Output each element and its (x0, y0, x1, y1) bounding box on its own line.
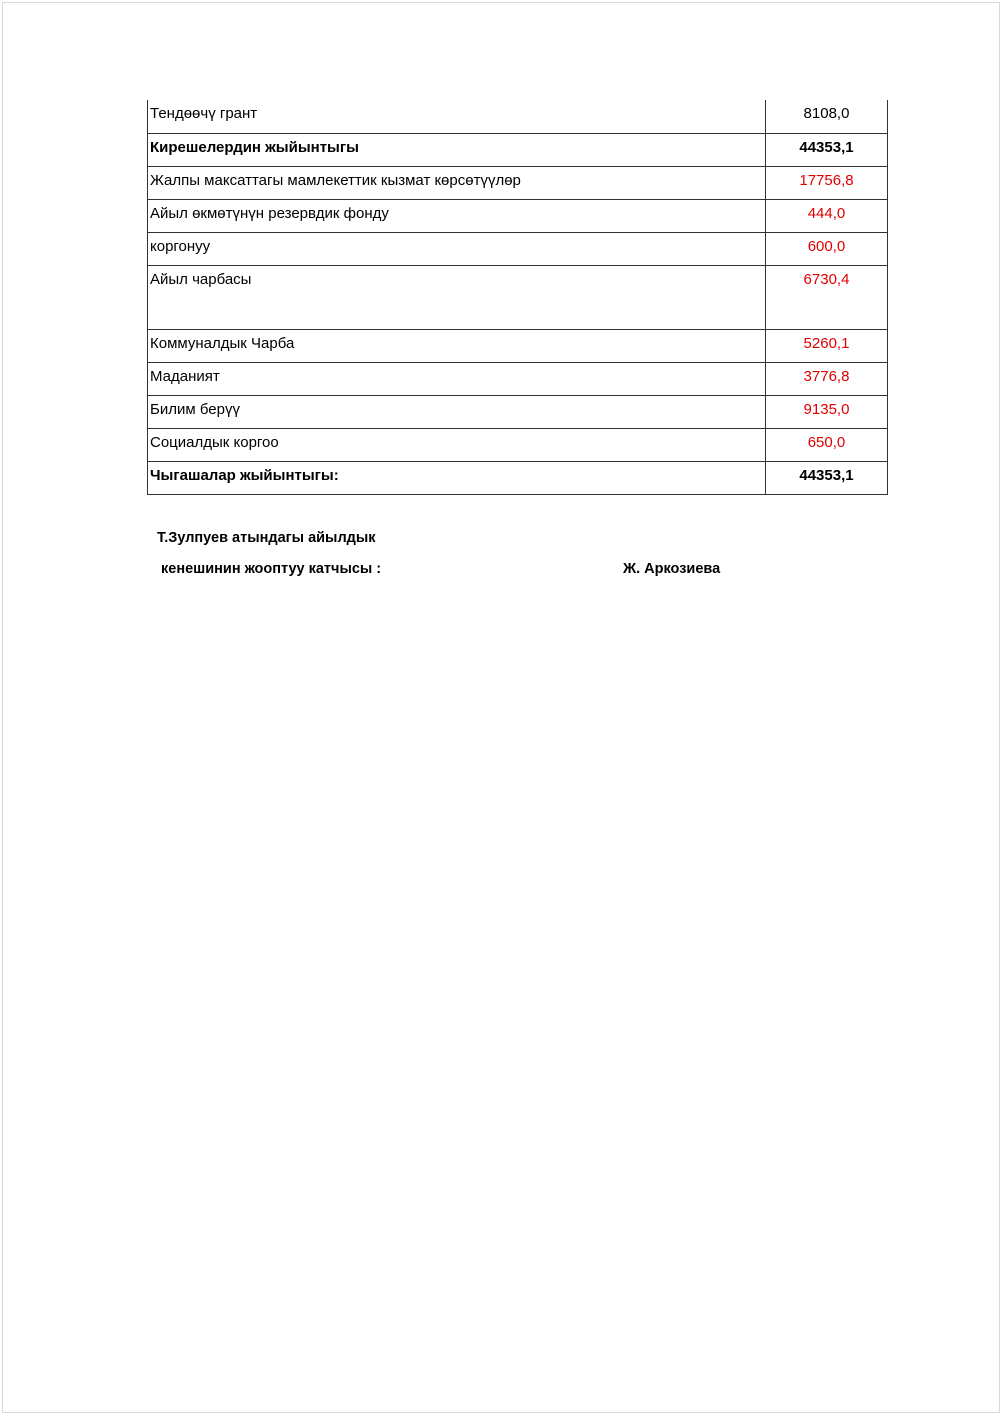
table-row (148, 395, 888, 428)
row-value: 600,0 (766, 232, 888, 265)
signature-title-line1: Т.Зулпуев атындагы айылдык (157, 530, 376, 546)
table-row (148, 166, 888, 199)
row-label: коргонуу (148, 232, 766, 265)
table-row-income-total (148, 133, 888, 166)
row-value: 17756,8 (766, 166, 888, 199)
row-value: 444,0 (766, 199, 888, 232)
row-label: Коммуналдык Чарба (148, 329, 766, 362)
table-row-expense-total (148, 461, 888, 494)
row-label: Чыгашалар жыйынтыгы: (148, 461, 766, 494)
row-value: 9135,0 (766, 395, 888, 428)
row-value: 3776,8 (766, 362, 888, 395)
row-label: Билим берүү (148, 395, 766, 428)
row-value: 5260,1 (766, 329, 888, 362)
row-value: 6730,4 (766, 265, 888, 329)
table-row (148, 362, 888, 395)
row-label: Айыл чарбасы (148, 265, 766, 329)
table-row (148, 100, 888, 133)
table-row (148, 199, 888, 232)
table-row (148, 329, 888, 362)
row-label: Жалпы максаттагы мамлекеттик кызмат көрсөтүүлөр (148, 166, 766, 199)
document-page (2, 2, 1000, 1413)
budget-table (147, 100, 888, 495)
row-value: 8108,0 (766, 100, 888, 133)
row-value: 650,0 (766, 428, 888, 461)
table-row (148, 265, 888, 329)
table-row (148, 232, 888, 265)
signature-name: Ж. Аркозиева (623, 561, 721, 577)
signature-title-line2: кенешинин жооптуу катчысы : (161, 561, 382, 577)
table-row (148, 428, 888, 461)
row-label: Кирешелердин жыйынтыгы (148, 133, 766, 166)
row-label: Маданият (148, 362, 766, 395)
row-value: 44353,1 (766, 133, 888, 166)
row-label: Тендөөчү грант (148, 100, 766, 133)
row-label: Айыл өкмөтүнүн резервдик фонду (148, 199, 766, 232)
row-label: Социалдык коргоо (148, 428, 766, 461)
row-value: 44353,1 (766, 461, 888, 494)
